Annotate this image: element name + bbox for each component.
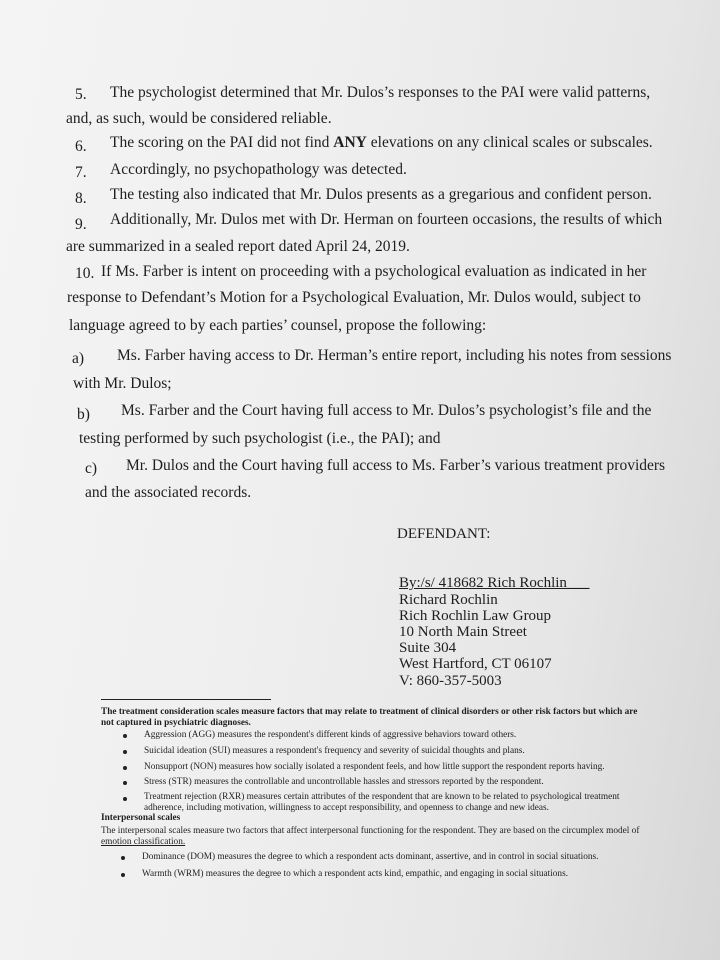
footnote-bullet-text: Dominance (DOM) measures the degree to which a respondent acts dominant, assertive, and in control in social situations. bbox=[142, 852, 599, 862]
footnote-bullet-text: Treatment rejection (RXR) measures certain attributes of the respondent that are known to be related to psychological treatment bbox=[144, 792, 620, 802]
bullet-icon bbox=[121, 873, 125, 877]
paragraph-line bbox=[110, 134, 653, 152]
paragraph-line: Additionally, Mr. Dulos met with Dr. Herman on fourteen occasions, the results of which bbox=[110, 211, 663, 228]
paragraph-number: 10. bbox=[75, 265, 95, 282]
interpersonal-intro: The interpersonal scales measure two factors that affect interpersonal functioning for the respondent. They are based on the circumplex model of bbox=[101, 826, 640, 836]
paragraph-line: are summarized in a sealed report dated April 24, 2019. bbox=[66, 238, 410, 255]
party-label: DEFENDANT: bbox=[397, 526, 491, 542]
paragraph-number: 7. bbox=[75, 164, 87, 181]
footnote-bullet-text: Nonsupport (NON) measures how socially isolated a respondent feels, and how little support the respondent reports having. bbox=[144, 762, 605, 772]
paragraph-number: 5. bbox=[75, 86, 87, 103]
subitem-label: c) bbox=[85, 460, 98, 477]
paragraph-text: elevations on any clinical scales or subscales. bbox=[366, 134, 653, 151]
attorney-name: Richard Rochlin bbox=[399, 592, 498, 608]
paragraph-line: response to Defendant’s Motion for a Psychological Evaluation, Mr. Dulos would, subject to bbox=[67, 289, 641, 306]
subitem-line: Ms. Farber and the Court having full access to Mr. Dulos’s psychologist’s file and the bbox=[121, 402, 652, 419]
bullet-icon bbox=[123, 734, 127, 738]
footnote-bullet-text: Warmth (WRM) measures the degree to which a respondent acts kind, empathic, and engaging in social situations. bbox=[142, 869, 569, 879]
footnote-separator bbox=[101, 699, 271, 700]
city-state-zip: West Hartford, CT 06107 bbox=[399, 656, 552, 672]
paragraph-line: If Ms. Farber is intent on proceeding with a psychological evaluation as indicated in her bbox=[101, 263, 647, 280]
subitem-line: and the associated records. bbox=[85, 484, 252, 501]
emphasis-text: ANY bbox=[333, 134, 367, 151]
bullet-icon bbox=[123, 797, 127, 801]
paragraph-number: 6. bbox=[75, 138, 87, 155]
footnote-bullet-text: adherence, including motivation, willingness to accept responsibility, and openness to change and new ideas. bbox=[144, 803, 549, 813]
paragraph-number: 8. bbox=[75, 190, 87, 207]
bullet-icon bbox=[121, 856, 125, 860]
subitem-line: Ms. Farber having access to Dr. Herman’s entire report, including his notes from sessions bbox=[117, 347, 672, 364]
footnote-intro: The treatment consideration scales measure factors that may relate to treatment of clinical disorders or other risk factors but which are bbox=[101, 707, 638, 717]
interpersonal-heading: Interpersonal scales bbox=[101, 813, 181, 823]
bullet-icon bbox=[123, 750, 127, 754]
subitem-label: b) bbox=[77, 406, 90, 423]
paragraph-line: The testing also indicated that Mr. Dulos presents as a gregarious and confident person. bbox=[110, 186, 652, 203]
paragraph-line: language agreed to by each parties’ counsel, propose the following: bbox=[69, 317, 487, 334]
paragraph-line: and, as such, would be considered reliable. bbox=[66, 110, 332, 127]
subitem-line: Mr. Dulos and the Court having full access to Ms. Farber’s various treatment providers bbox=[126, 457, 666, 474]
street-address: 10 North Main Street bbox=[399, 624, 527, 640]
footnote-bullet-text: Stress (STR) measures the controllable and uncontrollable hassles and stressors reported by the respondent. bbox=[144, 777, 544, 787]
footnote-bullet-text: Suicidal ideation (SUI) measures a respondent's frequency and severity of suicidal thoughts and plans. bbox=[144, 746, 525, 756]
paragraph-number: 9. bbox=[75, 216, 87, 233]
interpersonal-intro: emotion classification. bbox=[101, 837, 186, 847]
subitem-line: with Mr. Dulos; bbox=[73, 375, 172, 392]
subitem-line: testing performed by such psychologist (i.e., the PAI); and bbox=[79, 430, 441, 447]
suite: Suite 304 bbox=[399, 640, 457, 656]
law-firm: Rich Rochlin Law Group bbox=[399, 608, 552, 624]
subitem-label: a) bbox=[72, 350, 85, 367]
paragraph-text: The scoring on the PAI did not find bbox=[110, 134, 334, 151]
footnote-bullet-text: Aggression (AGG) measures the respondent's different kinds of aggressive behaviors toward others. bbox=[144, 730, 517, 740]
footnote-intro: not captured in psychiatric diagnoses. bbox=[101, 718, 251, 728]
phone-number: V: 860-357-5003 bbox=[399, 673, 502, 689]
bullet-icon bbox=[123, 766, 127, 770]
signature-line: By:/s/ 418682 Rich Rochlin___ bbox=[399, 575, 590, 591]
bullet-icon bbox=[123, 781, 127, 785]
paragraph-line: Accordingly, no psychopathology was detected. bbox=[110, 161, 407, 178]
paragraph-line: The psychologist determined that Mr. Dulos’s responses to the PAI were valid patterns, bbox=[110, 84, 651, 101]
